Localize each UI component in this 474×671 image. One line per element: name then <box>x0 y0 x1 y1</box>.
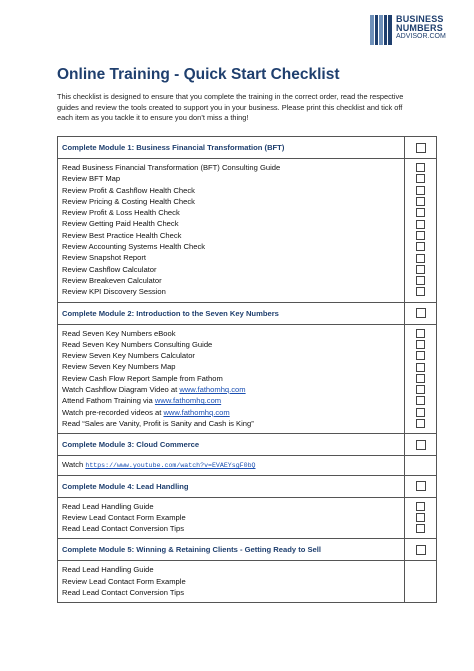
module-checkbox[interactable] <box>416 481 426 491</box>
logo-mark-icon <box>370 15 392 45</box>
module-items-cell <box>58 497 405 539</box>
brand-logo <box>370 15 446 45</box>
intro-paragraph: This checklist is designed to ensure that you complete the training in the correct order, read the respective guides and review the tools created to support you in your business. Please print this checklist and tick off each item as you tackle it to ensure you don’t miss a thing! <box>57 92 404 122</box>
checklist-item <box>62 418 400 429</box>
item-checkbox-slot <box>405 207 436 218</box>
module-header-row <box>58 137 437 159</box>
item-checkbox-slot <box>405 286 436 297</box>
item-checkbox-slot <box>405 564 436 575</box>
checklist-item-text: Review KPI Discovery Session <box>62 287 166 297</box>
checklist-item-text: Review Pricing & Costing Health Check <box>62 196 195 206</box>
item-checkbox[interactable] <box>416 363 425 372</box>
item-checkbox-slot <box>405 218 436 229</box>
item-checkbox[interactable] <box>416 254 425 263</box>
checklist-item <box>62 241 400 252</box>
checklist-item-text: Watch Cashflow Diagram Video at <box>62 385 180 395</box>
checklist-item-text: Read Business Financial Transformation (BFT) Consulting Guide <box>62 163 281 172</box>
checklist-item-link[interactable]: www.fathomhq.com <box>179 385 246 395</box>
checklist-item <box>62 185 400 196</box>
module-title-cell <box>58 475 405 497</box>
item-checkbox-slot <box>405 173 436 184</box>
item-checkbox-slot <box>405 512 436 523</box>
module-checkbox[interactable] <box>416 143 426 153</box>
module-items-row <box>58 497 437 539</box>
item-checkbox-slot <box>405 196 436 207</box>
logo-line3: ADVISOR.COM <box>396 33 446 40</box>
module-header-row <box>58 539 437 561</box>
item-checkbox-slot <box>405 350 436 361</box>
checklist-item-text: Watch <box>62 460 86 470</box>
item-checkboxes-cell <box>405 159 437 303</box>
module-title-cell <box>58 539 405 561</box>
checklist-item-text: Review BFT Map <box>62 174 121 184</box>
item-checkbox[interactable] <box>416 513 425 522</box>
checklist-item-text: Read Lead Contact Conversion Tips <box>62 524 184 534</box>
checklist-item-link[interactable]: www.fathomhq.com <box>163 407 230 417</box>
module-title-cell <box>58 434 405 456</box>
checklist-item <box>62 459 400 470</box>
module-items-cell <box>58 159 405 303</box>
checklist-item-text: Review Profit & Loss Health Check <box>62 208 180 218</box>
module-checkbox-cell <box>405 475 437 497</box>
module-title: Complete Module 4: Lead Handling <box>62 481 189 491</box>
item-checkbox-slot <box>405 252 436 263</box>
item-checkbox-slot <box>405 241 436 252</box>
item-checkbox-slot <box>405 407 436 418</box>
item-checkbox-slot <box>405 264 436 275</box>
checklist-item <box>62 328 400 339</box>
item-checkbox[interactable] <box>416 276 425 285</box>
item-checkbox-slot <box>405 523 436 534</box>
item-checkboxes-cell <box>405 561 437 603</box>
checklist-item-text: Read Lead Contact Conversion Tips <box>62 588 184 598</box>
item-checkbox[interactable] <box>416 220 425 229</box>
checklist-item <box>62 207 400 218</box>
item-checkbox-slot <box>405 587 436 598</box>
item-checkbox[interactable] <box>416 287 425 296</box>
checklist-item <box>62 407 400 418</box>
checklist-item <box>62 196 400 207</box>
item-checkbox[interactable] <box>416 265 425 274</box>
checklist-item-text: Review Snapshot Report <box>62 253 146 263</box>
page-title: Online Training - Quick Start Checklist <box>57 66 340 83</box>
module-items-row <box>58 561 437 603</box>
item-checkboxes-cell <box>405 497 437 539</box>
item-checkbox[interactable] <box>416 208 425 217</box>
checklist-item <box>62 523 400 534</box>
module-title: Complete Module 2: Introduction to the Seven Key Numbers <box>62 308 279 318</box>
item-checkbox[interactable] <box>416 396 425 405</box>
checklist-item <box>62 512 400 523</box>
item-checkbox[interactable] <box>416 163 425 172</box>
checklist-item-link[interactable]: https://www.youtube.com/watch?v=EVAEYsgF0bQ <box>85 462 256 470</box>
checklist-item-text: Read “Sales are Vanity, Profit is Sanity and Cash is King” <box>62 418 254 428</box>
item-checkbox-slot <box>405 395 436 406</box>
module-checkbox[interactable] <box>416 440 426 450</box>
checklist-item <box>62 587 400 598</box>
checklist-item-text: Review Getting Paid Health Check <box>62 219 179 229</box>
checklist-table <box>57 136 437 603</box>
checklist-item-text: Review Best Practice Health Check <box>62 230 182 240</box>
checklist-item-text: Review Profit & Cashflow Health Check <box>62 185 195 195</box>
module-title: Complete Module 3: Cloud Commerce <box>62 440 200 450</box>
module-title: Complete Module 5: Winning & Retaining Clients - Getting Ready to Sell <box>62 545 321 555</box>
checklist-item-text: Read Seven Key Numbers eBook <box>62 328 176 338</box>
checklist-item <box>62 501 400 512</box>
item-checkbox[interactable] <box>416 329 425 338</box>
module-header-row <box>58 302 437 324</box>
item-checkbox[interactable] <box>416 374 425 383</box>
item-checkbox[interactable] <box>416 242 425 251</box>
item-checkbox[interactable] <box>416 340 425 349</box>
item-checkboxes-cell <box>405 324 437 434</box>
module-title-cell <box>58 302 405 324</box>
item-checkbox-slot <box>405 185 436 196</box>
checklist-item-text: Review Cash Flow Report Sample from Fathom <box>62 373 223 383</box>
module-checkbox-cell <box>405 302 437 324</box>
item-checkbox[interactable] <box>416 419 425 428</box>
module-items-row <box>58 324 437 434</box>
checklist-item-text: Read Seven Key Numbers Consulting Guide <box>62 339 213 349</box>
module-items-cell <box>58 324 405 434</box>
checklist-item-text: Review Lead Contact Form Example <box>62 576 186 586</box>
checklist-item-text: Review Breakeven Calculator <box>62 275 162 285</box>
item-checkbox[interactable] <box>416 174 425 183</box>
module-title-cell <box>58 137 405 159</box>
checklist-item <box>62 286 400 297</box>
checklist-item <box>62 361 400 372</box>
checklist-item <box>62 339 400 350</box>
item-checkbox-slot <box>405 230 436 241</box>
checklist-item <box>62 564 400 575</box>
item-checkbox[interactable] <box>416 408 425 417</box>
item-checkbox[interactable] <box>416 502 425 511</box>
checklist-item <box>62 576 400 587</box>
module-items-row <box>58 456 437 475</box>
module-checkbox-cell <box>405 434 437 456</box>
item-checkbox[interactable] <box>416 524 425 533</box>
item-checkbox-slot <box>405 339 436 350</box>
checklist-item <box>62 162 400 173</box>
item-checkbox[interactable] <box>416 197 425 206</box>
checklist-item <box>62 275 400 286</box>
checklist-item <box>62 395 400 406</box>
module-checkbox-cell <box>405 539 437 561</box>
item-checkbox-slot <box>405 373 436 384</box>
item-checkbox-slot <box>405 162 436 173</box>
logo-text <box>396 15 446 41</box>
module-header-row <box>58 475 437 497</box>
checklist-item <box>62 264 400 275</box>
item-checkbox[interactable] <box>416 351 425 360</box>
checklist-item-text: Review Seven Key Numbers Calculator <box>62 351 195 361</box>
checklist-item-text: Review Accounting Systems Health Check <box>62 242 206 252</box>
item-checkbox-slot <box>405 328 436 339</box>
checklist-item-text: Review Cashflow Calculator <box>62 264 157 274</box>
item-checkbox-slot <box>405 459 436 470</box>
checklist-item-text: Watch pre-recorded videos at <box>62 407 164 417</box>
module-header-row <box>58 434 437 456</box>
checklist-item-text: Attend Fathom Training via <box>62 396 155 406</box>
item-checkboxes-cell <box>405 456 437 475</box>
item-checkbox-slot <box>405 501 436 512</box>
checklist-item <box>62 373 400 384</box>
module-checkbox-cell <box>405 137 437 159</box>
checklist-item <box>62 384 400 395</box>
checklist-item <box>62 230 400 241</box>
module-items-cell <box>58 561 405 603</box>
logo-line2: NUMBERS <box>396 23 443 33</box>
item-checkbox-slot <box>405 384 436 395</box>
module-checkbox[interactable] <box>416 308 426 318</box>
module-items-row <box>58 159 437 303</box>
item-checkbox-slot <box>405 576 436 587</box>
item-checkbox[interactable] <box>416 231 425 240</box>
checklist-item <box>62 350 400 361</box>
module-checkbox[interactable] <box>416 545 426 555</box>
checklist-item-text: Read Lead Handling Guide <box>62 565 154 575</box>
logo-line1: BUSINESS <box>396 14 444 24</box>
checklist-item-link[interactable]: www.fathomhq.com <box>154 396 222 406</box>
module-title: Complete Module 1: Business Financial Transformation (BFT) <box>62 143 285 152</box>
item-checkbox[interactable] <box>416 385 425 394</box>
module-items-cell <box>58 456 405 475</box>
checklist-item <box>62 173 400 184</box>
item-checkbox-slot <box>405 361 436 372</box>
checklist-item <box>62 218 400 229</box>
checklist-item <box>62 252 400 263</box>
item-checkbox-slot <box>405 275 436 286</box>
item-checkbox[interactable] <box>416 186 425 195</box>
checklist-item-text: Read Lead Handling Guide <box>62 501 154 511</box>
item-checkbox-slot <box>405 418 436 429</box>
checklist-item-text: Review Lead Contact Form Example <box>62 512 186 522</box>
checklist-item-text: Review Seven Key Numbers Map <box>62 362 176 372</box>
